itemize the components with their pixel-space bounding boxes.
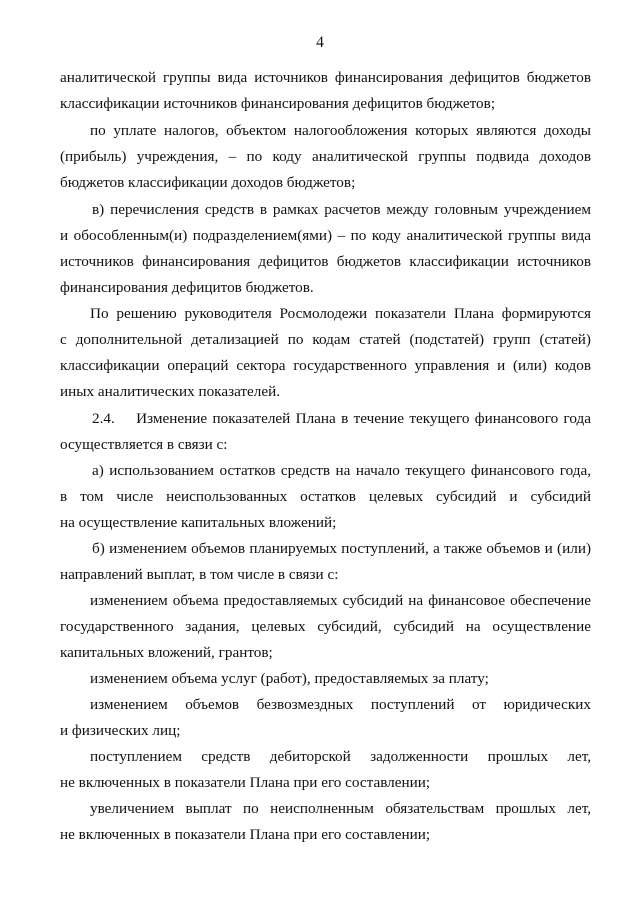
text-line: в том числе неиспользованных остатков целевых субсидий и субсидий [60, 488, 591, 505]
text-line: не включенных в показатели Плана при его составлении; [60, 774, 431, 791]
text-line: осуществляется в связи с: [60, 436, 228, 453]
text-line: увеличением выплат по неисполненным обязательствам прошлых лет, [90, 800, 591, 817]
text-line: аналитической группы вида источников финансирования дефицитов бюджетов [60, 69, 591, 86]
text-line: 2.4. Изменение показателей Плана в течение текущего финансового года [92, 410, 591, 427]
text-line: поступлением средств дебиторской задолженности прошлых лет, [90, 748, 591, 765]
text-line: (прибыль) учреждения, – по коду аналитической группы подвида доходов [60, 148, 591, 165]
text-line: капитальных вложений, грантов; [60, 644, 273, 661]
text-line: классификации источников финансирования дефицитов бюджетов; [60, 95, 496, 112]
text-line: классификации операций сектора государственного управления и (или) кодов [60, 357, 591, 374]
text-line: государственного задания, целевых субсидий, субсидий на осуществление [60, 618, 591, 635]
text-line: не включенных в показатели Плана при его составлении; [60, 826, 431, 843]
text-line: с дополнительной детализацией по кодам статей (подстатей) групп (статей) [60, 331, 591, 348]
text-line: изменением объема услуг (работ), предоставляемых за плату; [90, 670, 489, 687]
text-line: на осуществление капитальных вложений; [60, 514, 337, 531]
text-line: по уплате налогов, объектом налогообложения которых являются доходы [90, 122, 591, 139]
text-line: а) использованием остатков средств на начало текущего финансового года, [92, 462, 591, 479]
text-line: По решению руководителя Росмолодежи показатели Плана формируются [90, 305, 591, 322]
text-line: в) перечисления средств в рамках расчетов между головным учреждением [92, 201, 591, 218]
text-line: и обособленным(и) подразделением(ями) – по коду аналитической группы вида [60, 227, 591, 244]
page-number: 4 [316, 34, 324, 51]
text-line: бюджетов классификации доходов бюджетов; [60, 174, 356, 191]
text-line: направлений выплат, в том числе в связи с: [60, 566, 339, 583]
text-line: источников финансирования дефицитов бюджетов классификации источников [60, 253, 591, 270]
text-line: изменением объемов безвозмездных поступлений от юридических [90, 696, 591, 713]
text-line: иных аналитических показателей. [60, 383, 281, 400]
text-line: изменением объема предоставляемых субсидий на финансовое обеспечение [90, 592, 591, 609]
text-line: и физических лиц; [60, 722, 181, 739]
text-line: б) изменением объемов планируемых поступлений, а также объемов и (или) [92, 540, 591, 557]
text-line: финансирования дефицитов бюджетов. [60, 279, 314, 296]
